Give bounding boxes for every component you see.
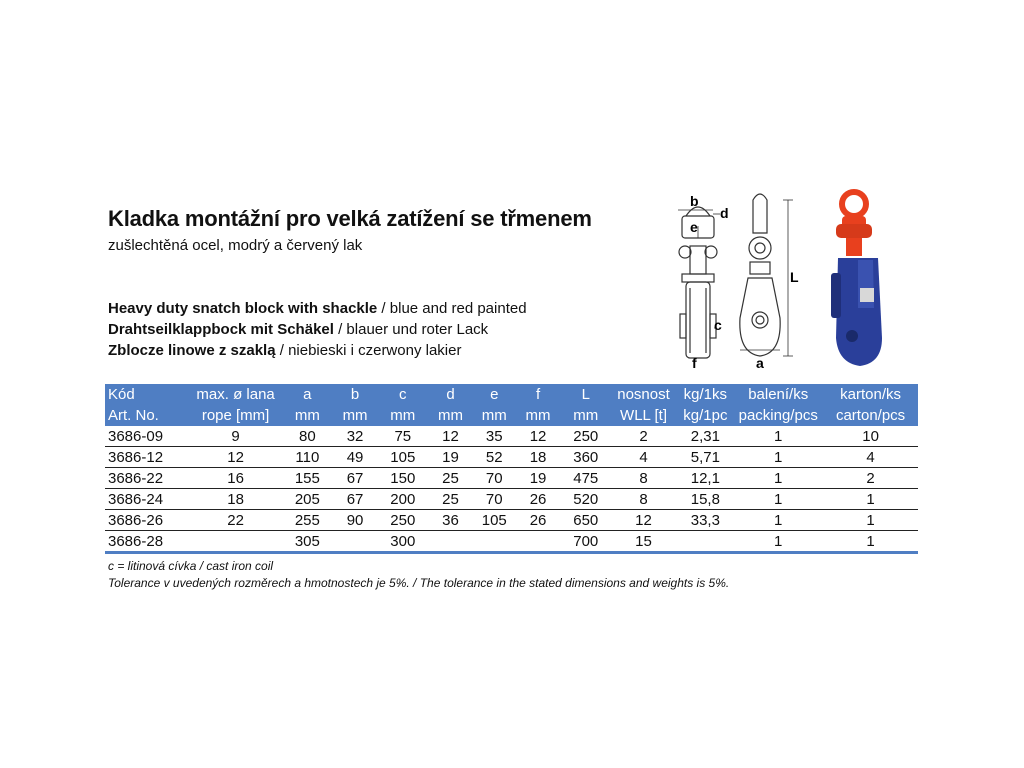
- cell-b: [331, 531, 379, 553]
- cell-code: 3686-12: [105, 447, 188, 468]
- table-row: [105, 447, 918, 468]
- cell-d: [427, 531, 475, 553]
- cell-packing: 1: [733, 468, 823, 489]
- cell-carton: 1: [823, 510, 918, 531]
- header-packing: balení/ks: [733, 384, 823, 405]
- page-subtitle: zušlechtěná ocel, modrý a červený lak: [108, 237, 363, 254]
- red-shackle-pin: [836, 224, 872, 238]
- header-code: Kód: [105, 384, 188, 405]
- header-carton-en: carton/pcs: [823, 405, 918, 426]
- front-shackle: [753, 194, 767, 233]
- cell-a: 255: [283, 510, 331, 531]
- note-coil: c = litinová cívka / cast iron coil: [108, 559, 274, 573]
- cell-d: 25: [427, 468, 475, 489]
- product-label: [860, 288, 874, 302]
- red-shackle-ring: [842, 192, 866, 216]
- cell-packing: 1: [733, 531, 823, 553]
- cell-wll: 12: [610, 510, 678, 531]
- description-pl-bold: Zblocze linowe z szaklą: [108, 342, 276, 359]
- cell-carton: 1: [823, 489, 918, 510]
- cell-b: 67: [331, 468, 379, 489]
- cell-weight: 33,3: [677, 510, 733, 531]
- description-de-bold: Drahtseilklappbock mit Schäkel: [108, 321, 334, 338]
- table-row: [105, 426, 918, 447]
- cell-c: 75: [379, 426, 427, 447]
- note-tolerance: Tolerance v uvedených rozměrech a hmotnostech je 5%. / The tolerance in the stated dimensions and weights is 5%.: [108, 576, 730, 590]
- description-pl-rest: / niebieski i czerwony lakier: [275, 342, 462, 359]
- cell-c: 105: [379, 447, 427, 468]
- cell-packing: 1: [733, 426, 823, 447]
- product-figure: [668, 188, 923, 373]
- header-f-unit: mm: [514, 405, 562, 426]
- cell-rope: 9: [188, 426, 284, 447]
- cell-carton: 4: [823, 447, 918, 468]
- cell-d: 36: [427, 510, 475, 531]
- cell-L: 700: [562, 531, 610, 553]
- cell-a: 155: [283, 468, 331, 489]
- header-rope-en: rope [mm]: [188, 405, 284, 426]
- header-weight: kg/1ks: [677, 384, 733, 405]
- front-hub: [752, 312, 768, 328]
- description-de: [108, 321, 488, 338]
- header-e-unit: mm: [474, 405, 514, 426]
- cell-code: 3686-28: [105, 531, 188, 553]
- header-d-unit: mm: [427, 405, 475, 426]
- cell-weight: 12,1: [677, 468, 733, 489]
- cell-c: 200: [379, 489, 427, 510]
- cell-b: 90: [331, 510, 379, 531]
- page-title: Kladka montážní pro velká zatížení se třmenem: [108, 206, 592, 231]
- description-en: [108, 300, 527, 317]
- description-en-rest: / blue and red painted: [377, 300, 527, 317]
- dim-label-a: a: [756, 355, 764, 371]
- header-wll: nosnost: [610, 384, 678, 405]
- side-view-drawing: [678, 207, 720, 358]
- cell-carton: 1: [823, 531, 918, 553]
- header-code-en: Art. No.: [105, 405, 188, 426]
- cell-f: [514, 531, 562, 553]
- cell-code: 3686-26: [105, 510, 188, 531]
- dim-label-e: e: [690, 219, 698, 235]
- cell-code: 3686-24: [105, 489, 188, 510]
- cell-e: [474, 531, 514, 553]
- cell-b: 32: [331, 426, 379, 447]
- dim-label-b: b: [690, 193, 699, 209]
- cell-c: 300: [379, 531, 427, 553]
- cell-e: 70: [474, 489, 514, 510]
- cell-c: 250: [379, 510, 427, 531]
- side-pin-left: [679, 246, 691, 258]
- cell-packing: 1: [733, 489, 823, 510]
- cell-a: 110: [283, 447, 331, 468]
- cell-c: 150: [379, 468, 427, 489]
- cell-packing: 1: [733, 447, 823, 468]
- product-photo: [831, 192, 882, 366]
- description-pl: [108, 342, 461, 359]
- cell-code: 3686-09: [105, 426, 188, 447]
- header-b-unit: mm: [331, 405, 379, 426]
- cell-L: 475: [562, 468, 610, 489]
- cell-wll: 4: [610, 447, 678, 468]
- side-collar: [682, 274, 714, 282]
- blue-side-plate: [831, 273, 841, 318]
- cell-weight: 5,71: [677, 447, 733, 468]
- side-axle-left: [680, 314, 686, 338]
- table-row: [105, 489, 918, 510]
- cell-d: 12: [427, 426, 475, 447]
- cell-wll: 15: [610, 531, 678, 553]
- cell-wll: 2: [610, 426, 678, 447]
- cell-wll: 8: [610, 468, 678, 489]
- cell-f: 26: [514, 489, 562, 510]
- header-b: b: [331, 384, 379, 405]
- header-c: c: [379, 384, 427, 405]
- blue-axle-bolt: [846, 330, 858, 342]
- cell-code: 3686-22: [105, 468, 188, 489]
- cell-packing: 1: [733, 510, 823, 531]
- cell-carton: 2: [823, 468, 918, 489]
- cell-carton: 10: [823, 426, 918, 447]
- header-a-unit: mm: [283, 405, 331, 426]
- front-swivel-ring: [749, 237, 771, 259]
- cell-weight: 2,31: [677, 426, 733, 447]
- cell-e: 52: [474, 447, 514, 468]
- cell-d: 19: [427, 447, 475, 468]
- dimension-drawing: [668, 188, 923, 373]
- cell-rope: [188, 531, 284, 553]
- cell-b: 49: [331, 447, 379, 468]
- dim-label-L: L: [790, 269, 799, 285]
- header-L-unit: mm: [562, 405, 610, 426]
- dim-label-c: c: [714, 317, 722, 333]
- front-hub-bolt: [756, 316, 764, 324]
- cell-L: 360: [562, 447, 610, 468]
- header-packing-en: packing/pcs: [733, 405, 823, 426]
- description-en-bold: Heavy duty snatch block with shackle: [108, 300, 378, 317]
- cell-L: 250: [562, 426, 610, 447]
- header-a: a: [283, 384, 331, 405]
- table-row: [105, 468, 918, 489]
- front-view-drawing: [740, 194, 793, 356]
- header-f: f: [514, 384, 562, 405]
- cell-wll: 8: [610, 489, 678, 510]
- cell-rope: 12: [188, 447, 284, 468]
- header-e: e: [474, 384, 514, 405]
- cell-f: 19: [514, 468, 562, 489]
- header-row-cz: [105, 384, 918, 405]
- dim-label-d: d: [720, 205, 729, 221]
- cell-weight: [677, 531, 733, 553]
- header-L: L: [562, 384, 610, 405]
- front-collar: [750, 262, 770, 274]
- specification-table: [105, 384, 918, 554]
- cell-f: 26: [514, 510, 562, 531]
- front-swivel-hole: [755, 243, 765, 253]
- header-weight-en: kg/1pc: [677, 405, 733, 426]
- cell-b: 67: [331, 489, 379, 510]
- header-c-unit: mm: [379, 405, 427, 426]
- cell-L: 650: [562, 510, 610, 531]
- cell-a: 205: [283, 489, 331, 510]
- header-carton: karton/ks: [823, 384, 918, 405]
- cell-f: 18: [514, 447, 562, 468]
- header-d: d: [427, 384, 475, 405]
- cell-a: 305: [283, 531, 331, 553]
- cell-d: 25: [427, 489, 475, 510]
- side-swivel: [690, 246, 706, 274]
- description-de-rest: / blauer und roter Lack: [333, 321, 489, 338]
- dim-label-f: f: [692, 355, 697, 371]
- table-row: [105, 531, 918, 553]
- front-body: [740, 278, 780, 356]
- cell-e: 105: [474, 510, 514, 531]
- cell-f: 12: [514, 426, 562, 447]
- cell-rope: 18: [188, 489, 284, 510]
- cell-e: 70: [474, 468, 514, 489]
- cell-a: 80: [283, 426, 331, 447]
- cell-rope: 16: [188, 468, 284, 489]
- table-row: [105, 510, 918, 531]
- cell-e: 35: [474, 426, 514, 447]
- header-row-en: [105, 405, 918, 426]
- header-rope: max. ø lana: [188, 384, 284, 405]
- cell-rope: 22: [188, 510, 284, 531]
- header-wll-en: WLL [t]: [610, 405, 678, 426]
- cell-weight: 15,8: [677, 489, 733, 510]
- cell-L: 520: [562, 489, 610, 510]
- side-pin-right: [705, 246, 717, 258]
- red-swivel: [846, 238, 862, 256]
